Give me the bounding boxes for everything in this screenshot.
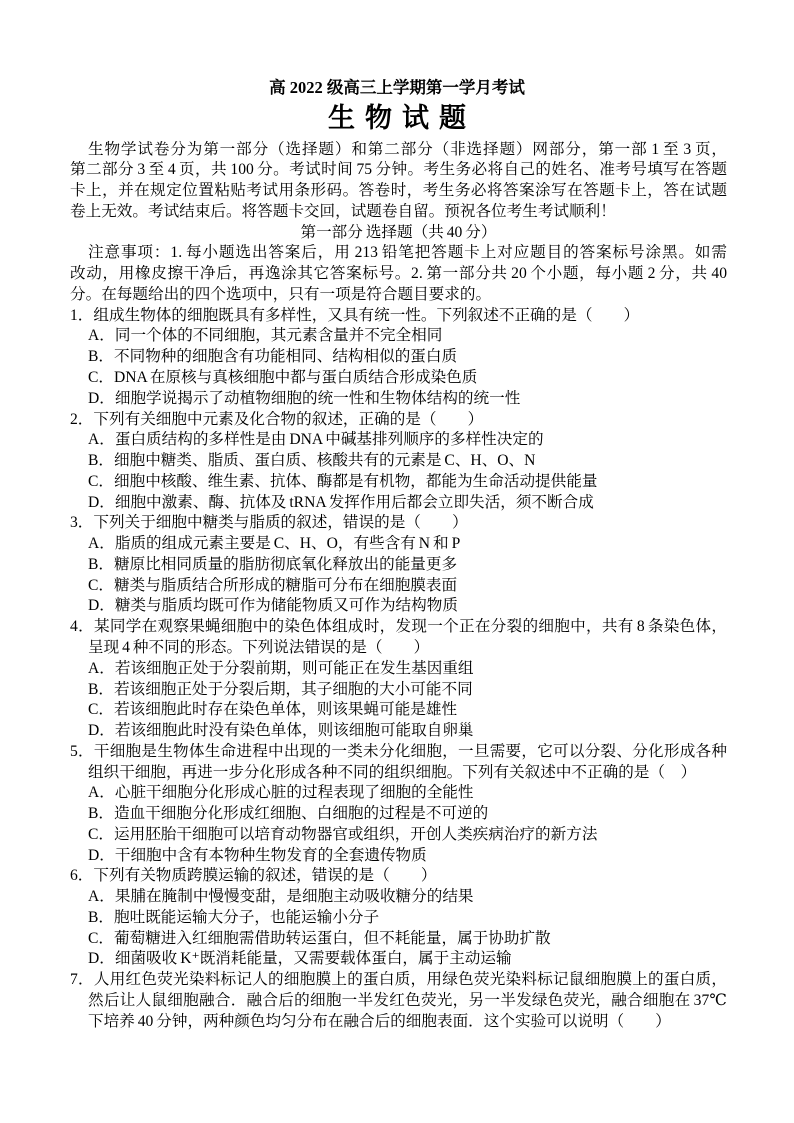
question-stem-text: 某同学在观察果蝇细胞中的染色体组成时，发现一个正在分裂的细胞中，共有 8 条染色体， (93, 618, 727, 636)
option-label: B． (88, 908, 114, 926)
exam-page-body (70, 140, 727, 1033)
option-b (70, 555, 727, 576)
option-a (70, 326, 727, 347)
option-text: 若该细胞此时没有染色单体，则该细胞可能取自卵巢 (114, 722, 474, 740)
option-text: 造血干细胞分化形成红细胞、白细胞的过程是不可逆的 (114, 805, 489, 823)
question-3 (70, 513, 727, 617)
option-c (70, 929, 727, 950)
option-label: B． (88, 452, 114, 470)
option-label: D． (88, 389, 115, 407)
option-b (70, 680, 727, 701)
option-text: 细胞中激素、酶、抗体及 tRNA 发挥作用后都会立即失活，须不断合成 (114, 493, 594, 511)
question-stem (70, 513, 727, 534)
notes-line: 改动，用橡皮擦干净后，再逸涂其它答案标号。2. 第一部分共 20 个小题，每小题 2 分，共 40 (70, 265, 727, 283)
option-label: B． (88, 680, 114, 698)
subject-title: 生物试题 (328, 103, 476, 133)
question-stem-continuation: 然后让人鼠细胞融合．融合后的细胞一半发红色荧光，另一半发绿色荧光，融合细胞在 37℃ (88, 991, 727, 1009)
option-text: 干细胞中含有本物种生物发育的全套遗传物质 (114, 846, 427, 864)
option-b (70, 804, 727, 825)
option-a (70, 659, 727, 680)
option-d (70, 846, 727, 867)
option-text: 同一个体的不同细胞，其元素含量并不完全相同 (114, 327, 443, 345)
option-b (70, 347, 727, 368)
option-label: A． (88, 327, 115, 345)
option-label: D． (88, 722, 115, 740)
option-d (70, 493, 727, 514)
option-c (70, 472, 727, 493)
option-c (70, 700, 727, 721)
option-d (70, 949, 727, 970)
question-4 (70, 617, 727, 742)
question-number: 1． (70, 306, 94, 324)
option-c (70, 576, 727, 597)
question-stem (70, 410, 727, 431)
question-stem-text: 组成生物体的细胞既具有多样性，又具有统一性。下列叙述不正确的是（ ） (93, 306, 640, 324)
option-text: 糖原比相同质量的脂肪彻底氧化释放出的能量更多 (114, 555, 458, 573)
option-label: A． (88, 888, 115, 906)
question-number: 4． (70, 618, 94, 636)
option-text: 脂质的组成元素主要是 C、H、O，有些含有 N 和 P (114, 535, 461, 553)
exam-title: 高 2022 级高三上学期第一学月考试 (269, 78, 525, 97)
option-label: A． (88, 784, 115, 802)
option-text: 蛋白质结构的多样性是由 DNA 中碱基排列顺序的多样性决定的 (114, 431, 544, 449)
notes-line: 注意事项：1. 每小题选出答案后，用 213 铅笔把答题卡上对应题目的答案标号涂黑。如需 (88, 244, 727, 262)
question-stem-continuation: 组织干细胞，再进一步分化形成各种不同的组织细胞。下列有关叙述中不正确的是（ ） (88, 763, 697, 781)
question-number: 2． (70, 410, 94, 428)
option-text: 若该细胞此时存在染色单体，则该果蝇可能是雄性 (114, 701, 458, 719)
instructions-line: 生物学试卷分为第一部分（选择题）和第二部分（非选择题）网部分，第一部 1 至 3 页， (88, 140, 727, 158)
question-number: 5． (70, 742, 94, 760)
question-2 (70, 410, 727, 514)
option-label: C． (88, 472, 114, 490)
option-c (70, 368, 727, 389)
question-stem (70, 742, 727, 763)
notes-line: 分。在每题给出的四个选项中，只有一项是符合题目要求的。 (70, 285, 492, 303)
option-label: D． (88, 950, 115, 968)
option-text: 细胞中核酸、维生素、抗体、酶都是有机物，都能为生命活动提供能量 (114, 472, 598, 490)
instructions-line: 第二部分 3 至 4 页，共 100 分。考试时间 75 分钟。考生务必将自己的姓名、准考号填写在答题 (70, 161, 727, 179)
option-c (70, 825, 727, 846)
question-stem-continuation: 呈现 4 种不同的形态。下列说法错误的是（ ） (88, 638, 430, 656)
question-7 (70, 970, 727, 1032)
question-number: 6． (70, 867, 94, 885)
option-label: C． (88, 701, 114, 719)
question-number: 3． (70, 514, 94, 532)
option-d (70, 721, 727, 742)
option-label: A． (88, 535, 115, 553)
option-text: 运用胚胎干细胞可以培育动物器官或组织，开创人类疾病治疗的新方法 (114, 825, 598, 843)
option-label: C． (88, 369, 114, 387)
option-b (70, 908, 727, 929)
option-d (70, 389, 727, 410)
option-text: 细胞中糖类、脂质、蛋白质、核酸共有的元素是 C、H、O、N (114, 452, 536, 470)
question-stem (70, 866, 727, 887)
option-label: C． (88, 825, 114, 843)
option-text: 糖类与脂质结合所形成的糖脂可分布在细胞膜表面 (114, 576, 458, 594)
option-a (70, 783, 727, 804)
option-label: C． (88, 929, 114, 947)
option-label: B． (88, 348, 114, 366)
question-1 (70, 306, 727, 410)
question-stem (70, 617, 727, 638)
question-stem (70, 970, 727, 991)
question-stem-text: 下列有关物质跨膜运输的叙述，错误的是（ ） (93, 867, 437, 885)
option-label: A． (88, 659, 115, 677)
option-text: 细菌吸收 K⁺既消耗能量，又需要载体蛋白，属于主动运输 (114, 950, 512, 968)
option-text: 糖类与脂质均既可作为储能物质又可作为结构物质 (114, 597, 458, 615)
question-stem-text: 干细胞是生物体生命进程中出现的一类未分化细胞，一旦需要，它可以分裂、分化形成各种 (93, 742, 727, 760)
option-text: 细胞学说揭示了动植物细胞的统一性和生物体结构的统一性 (114, 389, 521, 407)
option-label: D． (88, 493, 115, 511)
answering-notes (70, 243, 727, 305)
option-text: 胞吐既能运输大分子，也能运输小分子 (114, 908, 380, 926)
question-stem-text: 下列关于细胞中糖类与脂质的叙述，错误的是（ ） (93, 514, 468, 532)
option-text: 葡萄糖进入红细胞需借助转运蛋白，但不耗能量，属于协助扩散 (114, 929, 551, 947)
question-stem-continuation: 下培养 40 分钟，两种颜色均匀分布在融合后的细胞表面．这个实验可以说明（ ） (88, 1012, 671, 1030)
question-stem-text: 下列有关细胞中元素及化合物的叙述，正确的是（ ） (93, 410, 484, 428)
option-a (70, 887, 727, 908)
option-text: 若该细胞正处于分裂前期，则可能正在发生基因重组 (114, 659, 474, 677)
option-d (70, 596, 727, 617)
option-text: 不同物种的细胞含有功能相同、结构相似的蛋白质 (114, 348, 458, 366)
question-number: 7． (70, 971, 94, 989)
option-label: C． (88, 576, 114, 594)
option-label: A． (88, 431, 115, 449)
question-6 (70, 866, 727, 970)
instructions-line: 卷上无效。考试结束后。将答题卡交回，试题卷自留。预祝各位考生考试顺利！ (70, 202, 616, 220)
option-label: B． (88, 805, 114, 823)
question-stem (70, 306, 727, 327)
section-title: 第一部分 选择题（共 40 分） (300, 223, 497, 241)
option-label: B． (88, 555, 114, 573)
option-text: 若该细胞正处于分裂后期，其子细胞的大小可能不同 (114, 680, 473, 698)
question-stem-text: 人用红色荧光染料标记人的细胞膜上的蛋白质，用绿色荧光染料标记鼠细胞膜上的蛋白质， (93, 971, 727, 989)
option-label: D． (88, 846, 115, 864)
option-text: DNA 在原核与真核细胞中都与蛋白质结合形成染色质 (114, 369, 478, 387)
option-text: 果脯在腌制中慢慢变甜，是细胞主动吸收糖分的结果 (114, 888, 474, 906)
question-5 (70, 742, 727, 867)
exam-instructions (70, 140, 727, 223)
option-b (70, 451, 727, 472)
option-a (70, 430, 727, 451)
option-text: 心脏干细胞分化形成心脏的过程表现了细胞的全能性 (114, 784, 474, 802)
option-a (70, 534, 727, 555)
instructions-line: 卡上，并在规定位置粘贴考试用条形码。答卷时，考生务必将答案涂写在答题卡上，答在试题 (70, 182, 727, 200)
option-label: D． (88, 597, 115, 615)
